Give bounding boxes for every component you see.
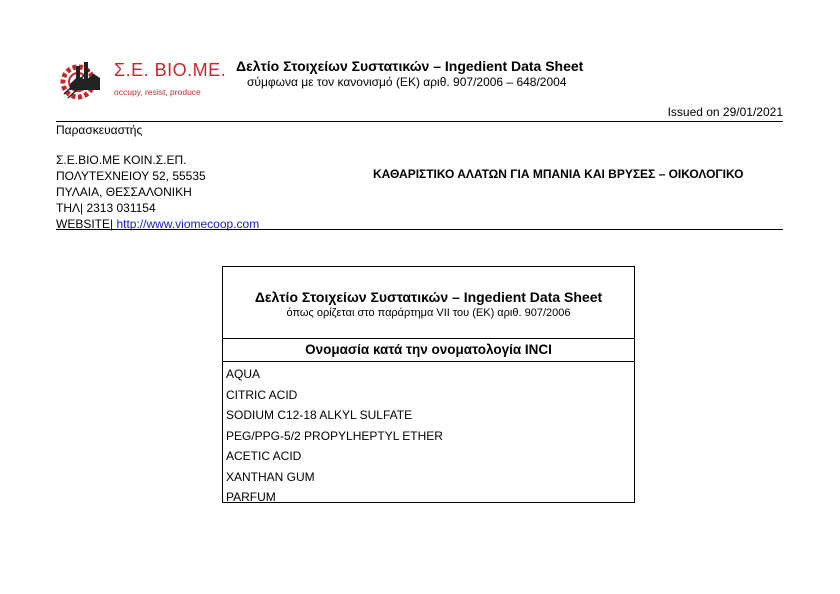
logo-name: Σ.Ε. ΒΙΟ.ΜΕ. [114, 60, 227, 80]
ingredient-item: AQUA [226, 367, 261, 381]
logo-slogan: occupy, resist, produce [114, 87, 201, 97]
top-divider [56, 121, 783, 122]
ingredient-item: ACETIC ACID [226, 449, 302, 463]
address-line: ΠΥΛΑΙΑ, ΘΕΣΣΑΛΟΝΙΚΗ [56, 185, 192, 199]
document-title: Δελτίο Στοιχείων Συστατικών – Ingedient Data Sheet [236, 58, 584, 74]
address-line: ΠΟΛΥΤΕΧΝΕΙΟΥ 52, 55535 [56, 169, 206, 183]
document-subtitle: σύμφωνα με τον κανονισμό (ΕΚ) αριθ. 907/2006 – 648/2004 [247, 75, 567, 89]
manufacturer-address [56, 152, 259, 232]
manufacturer-label: Παρασκευαστής [56, 123, 143, 137]
company-logo [56, 56, 227, 104]
inci-column-header: Ονομασία κατά την ονοματολογία INCI [223, 339, 634, 362]
ingredient-item: PARFUM [226, 490, 276, 504]
table-header [223, 267, 634, 339]
ingredient-item: CITRIC ACID [226, 387, 298, 402]
website-link[interactable]: http://www.viomecoop.com [116, 217, 260, 231]
address-line: Σ.Ε.ΒΙΟ.ΜΕ ΚΟΙΝ.Σ.ΕΠ. [56, 153, 187, 167]
product-name: ΚΑΘΑΡΙΣΤΙΚΟ ΑΛΑΤΩΝ ΓΙΑ ΜΠΑΝΙΑ ΚΑΙ ΒΡΥΣΕΣ – ΟΙΚΟΛΟΓΙΚΟ [373, 167, 744, 181]
address-line: ΤΗΛ| 2313 031154 [56, 201, 156, 215]
ingredient-item: PEG/PPG-5/2 PROPYLHEPTYL ETHER [226, 428, 443, 443]
ingredient-item: XANTHAN GUM [226, 469, 315, 484]
table-subtitle: όπως ορίζεται στο παράρτημα VII του (ΕΚ) αριθ. 907/2006 [286, 307, 571, 319]
issued-date: Issued on 29/01/2021 [667, 105, 783, 119]
gear-factory-icon [56, 56, 112, 104]
bottom-divider [56, 229, 783, 230]
table-title: Δελτίο Στοιχείων Συστατικών – Ingedient Data Sheet [254, 289, 603, 305]
ingredient-list [223, 362, 634, 508]
ingredient-item: SODIUM C12-18 ALKYL SULFATE [226, 408, 413, 422]
ingredient-table [222, 266, 635, 503]
website-label: WEBSITE| [56, 217, 114, 231]
